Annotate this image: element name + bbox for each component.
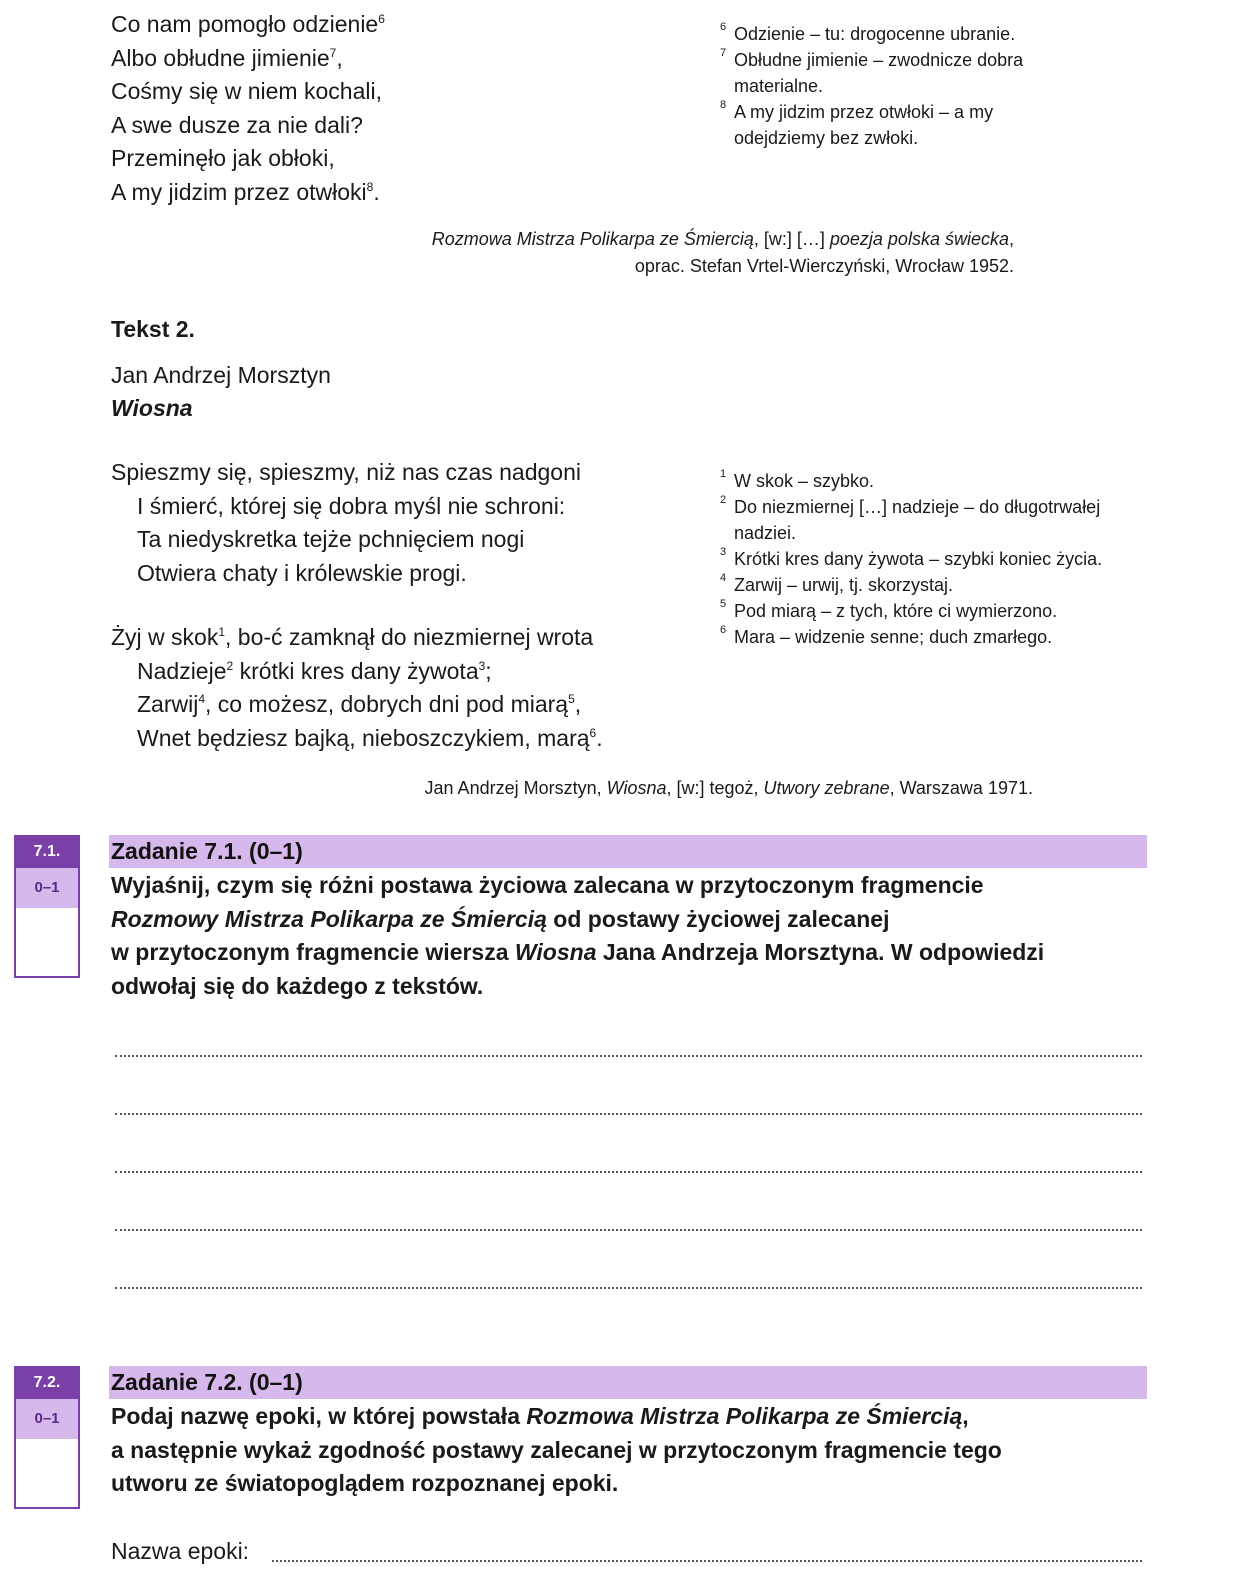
text2-footnotes <box>720 468 1120 650</box>
poem-line: Albo obłudne jimienie$^7$, <box>111 44 343 71</box>
poem-line: Zarwij$^4$, co możesz, dobrych dni pod miarą$^5$, <box>137 691 582 717</box>
footnote: 1 W skok – szybko. <box>720 468 875 491</box>
text1-source <box>432 226 1014 280</box>
task-points: 0–1 <box>14 868 80 908</box>
footnote: 7 Obłudne jimienie – zwodnicze dobra materialne. <box>720 47 1024 96</box>
poem-line: A swe dusze za nie dali? <box>111 111 363 138</box>
footnote: 6 Mara – widzenie senne; duch zmarłego. <box>720 624 1053 647</box>
answer-line[interactable] <box>115 1055 1142 1057</box>
text2-author: Jan Andrzej Morsztyn <box>111 362 331 388</box>
poem-line: Co nam pomogło odzienie$^6$ <box>111 11 385 37</box>
footnote: 8 A my jidzim przez otwłoki – a my odejdziemy bez zwłoki. <box>720 99 994 148</box>
text2-poem <box>111 456 603 755</box>
poem-line: Cośmy się w niem kochali, <box>111 78 382 104</box>
poem-line: Ta niedyskretka tejże pchnięciem nogi <box>137 526 525 552</box>
answer-line[interactable] <box>115 1113 1142 1115</box>
poem-line: Nadzieje$^2$ krótki kres dany żywota$^3$; <box>137 657 492 684</box>
text2-title: Wiosna <box>111 395 193 421</box>
score-field[interactable] <box>14 1439 80 1509</box>
epoch-name-label: Nazwa epoki: <box>111 1538 250 1564</box>
task-7-2-score-box <box>14 1366 80 1509</box>
task-7-2-instruction: Podaj nazwę epoki, w której powstała Rozmowa Mistrza Polikarpa ze Śmiercią, a następnie wykaż zgodność postawy zalecanej w przytoczonym fragmencie tego utworu ze światopoglądem rozpoznanej epoki. <box>111 1403 1002 1496</box>
footnote: 6 Odzienie – tu: drogocenne ubranie. <box>720 21 1016 44</box>
task-7-1-instruction: Wyjaśnij, czym się różni postawa życiowa zalecana w przytoczonym fragmencie Rozmowy Mistrza Polikarpa ze Śmiercią od postawy życiowej zalecanej w przytoczonym fragmencie wiersza Wiosna Jana Andrzeja Morsztyna. W odpowiedzi odwołaj się do każdego z tekstów. <box>111 872 1045 999</box>
text2-heading: Tekst 2. <box>111 316 195 342</box>
poem-line: Spieszmy się, spieszmy, niż nas czas nadgoni <box>111 459 581 485</box>
poem-line: Otwiera chaty i królewskie progi. <box>137 559 467 586</box>
epoch-name-input[interactable] <box>272 1560 1142 1562</box>
text2-source: Jan Andrzej Morsztyn, Wiosna, [w:] tegoż, Utwory zebrane, Warszawa 1971. <box>424 778 1033 798</box>
answer-line[interactable] <box>115 1229 1142 1231</box>
footnote: 3 Krótki kres dany żywota – szybki koniec życia. <box>720 546 1103 569</box>
task-7-1-header: Zadanie 7.1. (0–1) <box>109 835 1147 868</box>
task-7-2-header: Zadanie 7.2. (0–1) <box>109 1366 1147 1399</box>
task-points: 0–1 <box>14 1399 80 1439</box>
text1-poem <box>111 8 385 209</box>
poem-line: I śmierć, której się dobra myśl nie schroni: <box>137 492 566 519</box>
poem-line: A my jidzim przez otwłoki$^8$. <box>111 178 380 205</box>
footnote: 5 Pod miarą – z tych, które ci wymierzono. <box>720 598 1058 621</box>
score-field[interactable] <box>14 908 80 978</box>
poem-line: Wnet będziesz bajką, nieboszczykiem, marą$^6$. <box>137 724 603 751</box>
text1-footnotes <box>720 21 1080 151</box>
answer-line[interactable] <box>115 1287 1142 1289</box>
task-number: 7.1. <box>14 835 80 868</box>
poem-line: Żyj w skok$^1$, bo-ć zamknął do niezmiernej wrota <box>111 624 594 650</box>
source-line: oprac. Stefan Vrtel-Wierczyński, Wrocław 1952. <box>634 256 1014 276</box>
answer-line[interactable] <box>115 1171 1142 1173</box>
source-line: Rozmowa Mistrza Polikarpa ze Śmiercią, [w:] […] poezja polska świecka, <box>431 229 1014 249</box>
poem-line: Przeminęło jak obłoki, <box>111 145 335 171</box>
footnote: 4 Zarwij – urwij, tj. skorzystaj. <box>720 572 954 595</box>
footnote: 2 Do niezmiernej […] nadzieje – do długotrwałej nadziei. <box>720 494 1101 543</box>
task-number: 7.2. <box>14 1366 80 1399</box>
task-7-1-score-box <box>14 835 80 978</box>
